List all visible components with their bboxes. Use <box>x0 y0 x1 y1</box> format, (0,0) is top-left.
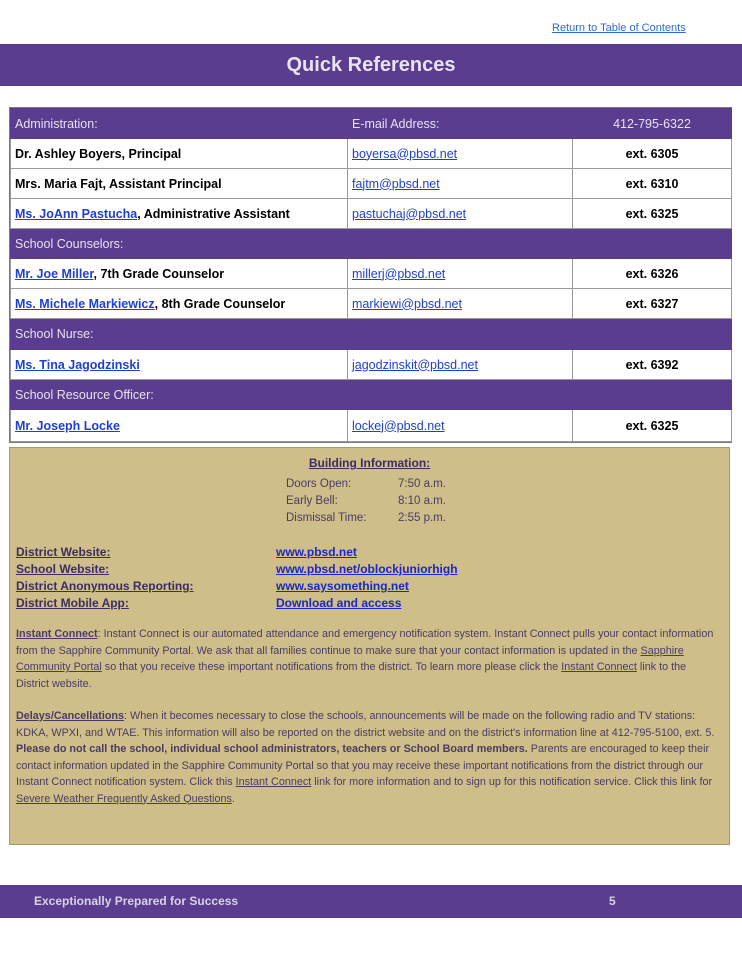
contact-name-cell <box>11 410 348 442</box>
table-row <box>11 169 732 199</box>
school-website-link[interactable]: www.pbsd.net/oblockjuniorhigh <box>276 562 458 576</box>
instant-connect-link[interactable]: Instant Connect <box>235 776 312 788</box>
hours-label: Early Bell: <box>286 495 338 507</box>
contact-ext: ext. 6326 <box>573 259 732 289</box>
table-row <box>11 139 732 169</box>
paragraph-text: : Instant Connect is our automated attendance and emergency notification system. Instant Connect pulls your contact information from the Sapphire Community Portal. We ask that all families continue to make sure that your contact information is updated in the <box>16 628 714 657</box>
building-info-title: Building Information: <box>308 456 431 470</box>
contact-ext: ext. 6325 <box>573 410 732 442</box>
page-number: 5 <box>609 894 616 908</box>
hours-row <box>286 510 446 527</box>
contact-name-cell <box>11 199 348 229</box>
link-label: District Mobile App: <box>16 596 129 610</box>
paragraph-text: Parents are encouraged to keep their contact information updated in the Sapphire Community Portal so that you may receive these important notifications from the district through our Instant Connect notification system. Click this <box>16 743 710 788</box>
contact-name-link[interactable]: Mr. Joe Miller <box>15 266 94 281</box>
paragraph-text: link to the District website. <box>16 661 687 690</box>
anonymous-reporting-link[interactable]: www.saysomething.net <box>276 579 409 593</box>
contact-email-link[interactable]: lockej@pbsd.net <box>352 418 445 433</box>
contact-name-cell <box>11 289 348 319</box>
instant-connect-heading: Instant Connect <box>16 628 98 640</box>
link-label: School Website: <box>16 562 110 576</box>
contact-role: , 7th Grade Counselor <box>93 266 225 281</box>
link-row <box>16 595 458 612</box>
contact-role: , 8th Grade Counselor <box>154 296 286 311</box>
footer-tagline: Exceptionally Prepared for Success <box>34 894 239 908</box>
info-panel <box>9 447 730 845</box>
nurse-header-label: School Nurse: <box>11 319 732 350</box>
contact-name-link[interactable]: Ms. JoAnn Pastucha <box>15 206 138 221</box>
contact-ext: ext. 6310 <box>573 169 732 199</box>
contact-name-link[interactable]: Mr. Joseph Locke <box>15 418 120 433</box>
admin-header-label: Administration: <box>11 109 348 139</box>
main-phone: 412-795-6322 <box>573 109 732 139</box>
hours-row <box>286 493 446 510</box>
contact-email-link[interactable]: millerj@pbsd.net <box>352 266 446 281</box>
contacts-table <box>9 107 732 443</box>
link-row <box>16 578 458 595</box>
paragraph-text: : When it becomes necessary to close the schools, announcements will be made on the following radio and TV stations: KDKA, WPXI, and WTAE. This information will also be reported on the district website and on the district's information line at 412-795-5100, ext. 5. <box>16 710 715 739</box>
contact-email-link[interactable]: jagodzinskit@pbsd.net <box>352 357 478 372</box>
email-header-label: E-mail Address: <box>348 109 573 139</box>
contact-ext: ext. 6325 <box>573 199 732 229</box>
quick-links <box>16 544 458 612</box>
hours-value: 7:50 a.m. <box>398 478 446 490</box>
contact-name: Dr. Ashley Boyers, Principal <box>11 139 348 169</box>
contact-email-link[interactable]: boyersa@pbsd.net <box>352 146 458 161</box>
sro-header-label: School Resource Officer: <box>11 380 732 410</box>
instant-connect-paragraph <box>16 626 721 692</box>
link-row <box>16 561 458 578</box>
paragraph-text: . <box>231 792 235 805</box>
severe-weather-faq-link[interactable]: Severe Weather Frequently Asked Questions <box>16 792 232 805</box>
hours-value: 8:10 a.m. <box>398 495 446 507</box>
contact-ext: ext. 6392 <box>573 350 732 380</box>
contact-ext: ext. 6327 <box>573 289 732 319</box>
contact-ext: ext. 6305 <box>573 139 732 169</box>
return-to-toc-link[interactable]: Return to Table of Contents <box>552 22 686 34</box>
link-label: District Website: <box>16 545 111 559</box>
contact-name: Mrs. Maria Fajt, Assistant Principal <box>11 169 348 199</box>
title-bar <box>0 44 742 86</box>
contact-name-cell <box>11 259 348 289</box>
link-row <box>16 544 458 561</box>
paragraph-text: link for more information and to sign up for this notification service. Click this link for <box>311 776 713 788</box>
do-not-call-notice: Please do not call the school, individual school administrators, teachers or School Board members. <box>16 743 528 755</box>
delays-paragraph <box>16 708 721 807</box>
table-row <box>11 289 732 319</box>
footer-bar <box>0 885 742 918</box>
delays-heading: Delays/Cancellations <box>16 710 125 722</box>
contact-email-link[interactable]: pastuchaj@pbsd.net <box>352 206 467 221</box>
hours-label: Doors Open: <box>286 478 352 490</box>
contact-name-link[interactable]: Ms. Michele Markiewicz <box>15 296 155 311</box>
nurse-header-row <box>11 319 732 350</box>
page-title: Quick References <box>286 53 456 76</box>
paragraph-text: so that you receive these important notifications from the district. To learn more please click the <box>101 661 562 673</box>
link-label: District Anonymous Reporting: <box>16 579 194 593</box>
district-website-link[interactable]: www.pbsd.net <box>276 545 357 559</box>
table-row <box>11 199 732 229</box>
hours-row <box>286 476 446 493</box>
contact-role: , Administrative Assistant <box>137 206 290 221</box>
sro-header-row <box>11 380 732 410</box>
contact-email-link[interactable]: markiewi@pbsd.net <box>352 296 462 311</box>
building-hours <box>286 476 446 527</box>
table-row <box>11 410 732 442</box>
hours-value: 2:55 p.m. <box>398 512 446 524</box>
building-info <box>10 456 729 470</box>
counselors-header-row <box>11 229 732 259</box>
contact-name-link[interactable]: Ms. Tina Jagodzinski <box>15 357 140 372</box>
hours-label: Dismissal Time: <box>286 512 367 524</box>
sapphire-portal-link[interactable]: Sapphire Community Portal <box>16 644 684 673</box>
table-row <box>11 259 732 289</box>
contact-email-link[interactable]: fajtm@pbsd.net <box>352 176 440 191</box>
admin-header-row <box>11 109 732 139</box>
mobile-app-link[interactable]: Download and access <box>276 596 402 610</box>
instant-connect-link[interactable]: Instant Connect <box>561 661 637 673</box>
counselors-header-label: School Counselors: <box>11 229 732 259</box>
table-row <box>11 350 732 380</box>
contact-name-cell <box>11 350 348 380</box>
